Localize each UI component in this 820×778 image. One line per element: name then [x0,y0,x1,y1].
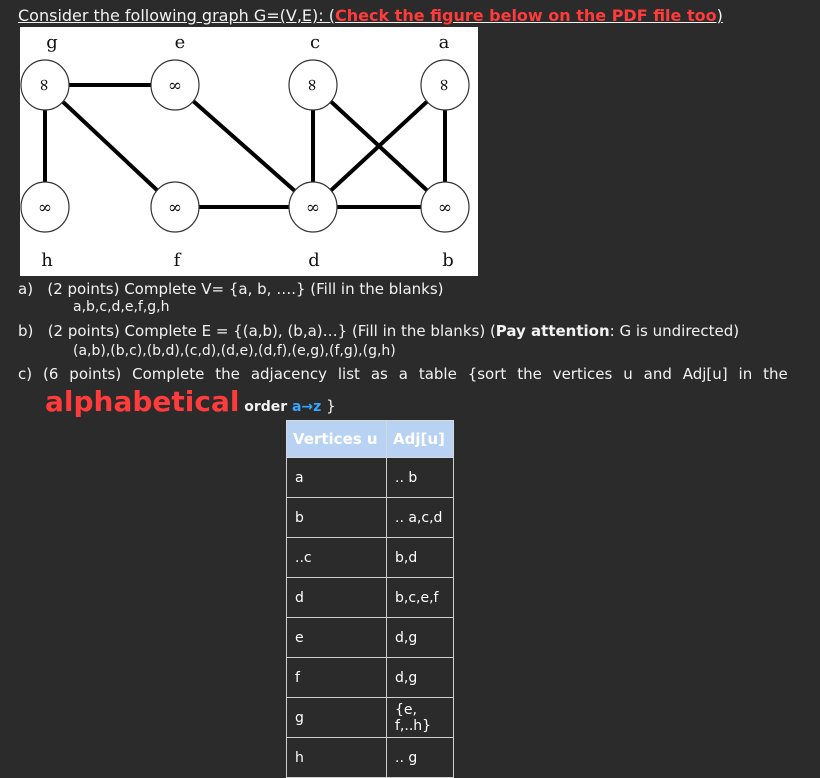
adj-cell: .. g [387,738,454,778]
table-header-row [287,421,454,458]
node-d-value: ∞ [305,198,321,218]
answer-b: (a,b),(b,c),(b,d),(c,d),(d,e),(d,f),(e,g),(f,g),(g,h) [73,343,396,359]
title-line [18,6,723,25]
question-a-text: (2 points) Complete V= {a, b, ….} (Fill in the blanks) [47,280,444,298]
edge-e-d [175,85,313,207]
attention-label: Pay attention [495,322,610,340]
pdf-note: Check the figure below on the PDF file too [334,6,717,25]
node-c-value: ∞ [302,77,322,93]
adj-cell: d,g [387,618,454,658]
label-b: b [442,250,454,271]
label-d: d [308,250,320,271]
label-h: h [41,250,53,271]
node-g-value: ∞ [34,77,54,93]
alphabetical-word: alphabetical [45,385,240,418]
vertex-cell: g [287,698,387,738]
vertex-cell: d [287,578,387,618]
adj-cell: .. a,c,d [387,498,454,538]
adj-cell: b,d [387,538,454,578]
node-h-value: ∞ [37,198,53,218]
order-range: a→z [291,399,322,415]
label-e: e [174,32,186,53]
vertex-cell: h [287,738,387,778]
vertex-cell: a [287,458,387,498]
adj-cell: b,c,e,f [387,578,454,618]
node-f-value: ∞ [167,198,183,218]
label-c: c [309,32,321,53]
table-row [287,538,454,578]
graph-svg [20,27,478,276]
node-e-value: ∞ [167,76,183,96]
question-a: a) (2 points) Complete V= {a, b, ….} (Fill in the blanks) [18,280,444,298]
label-g: g [46,32,58,53]
table-row [287,738,454,778]
adjacency-table [286,420,454,778]
question-c: c) (6 points) Complete the adjacency list as a table {sort the vertices u and Adj[u] in the [18,365,788,383]
question-b: b) (2 points) Complete E = {(a,b), (b,a)…} (Fill in the blanks) (Pay attention: G is undirected) [18,322,740,340]
adj-cell: .. b [387,458,454,498]
table-row [287,618,454,658]
table-row [287,498,454,538]
edge-g-f [45,85,175,207]
answer-a: a,b,c,d,e,f,g,h [73,299,170,315]
table-row [287,698,454,738]
header-adj: Adj[u] [387,421,454,458]
label-f: f [173,250,181,271]
vertex-cell: f [287,658,387,698]
vertex-cell: e [287,618,387,658]
vertex-cell: ..c [287,538,387,578]
adj-cell: d,g [387,658,454,698]
node-a-value: ∞ [434,77,454,93]
table-row [287,658,454,698]
question-b-text: (2 points) Complete E = {(a,b), (b,a)…} (Fill in the blanks) ( [47,322,496,340]
question-c-continued: alphabetical order a→z } [45,385,336,418]
graph-figure [20,27,478,276]
adj-cell: {e, f,..h} [387,698,454,738]
node-b-value: ∞ [437,198,453,218]
table-row [287,578,454,618]
table-row [287,458,454,498]
title-text: Consider the following graph G=(V,E): (Check the figure below on the PDF file too) [18,6,723,25]
vertex-cell: b [287,498,387,538]
header-vertices: Vertices u [287,421,387,458]
label-a: a [438,32,450,53]
